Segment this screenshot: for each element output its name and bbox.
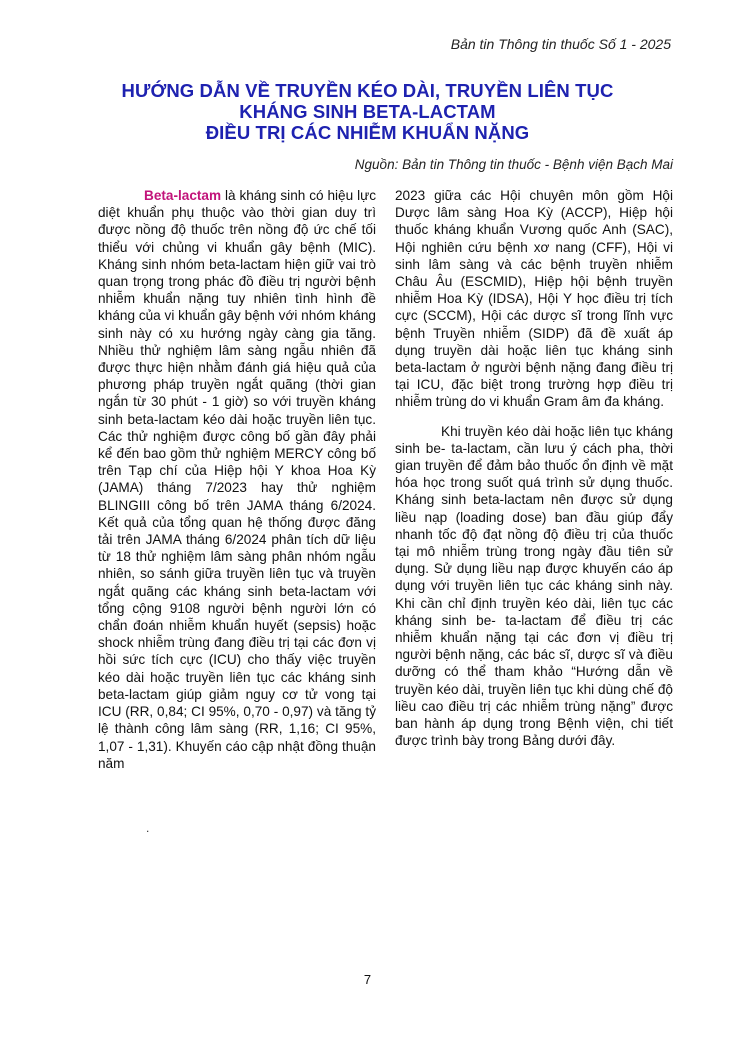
title-line-1: HƯỚNG DẪN VỀ TRUYỀN KÉO DÀI, TRUYỀN LIÊN TỤC (121, 80, 614, 101)
paragraph-2: Khi truyền kéo dài hoặc liên tục kháng sinh be- ta-lactam, cần lưu ý cách pha, thời gian truyền để đảm bảo thuốc ổn định về mặt hóa học trong suốt quá trình sử dụng thuốc. Kháng sinh beta-lactam nên được sử dụng liều nạp (loading dose) ban đầu giúp đẩy nhanh tốc độ đạt nồng độ điều trị của thuốc tại mô nhiễm trùng trong ngày đầu tiên sử dụng. Sử dụng liều nạp được khuyến cáo áp dụng với truyền liên tục các kháng sinh này. Khi cần chỉ định truyền kéo dài, liên tục các kháng sinh be- ta-lactam để điều trị các nhiễm khuẩn nặng tại các đơn vị điều trị người bệnh nặng, các bác sĩ, dược sĩ và điều dưỡng có thể tham khảo “Hướng dẫn về truyền kéo dài, truyền liên tục khi dùng chế độ liều cao điều trị các nhiễm trùng nặng” được ban hành áp dụng trong Bệnh viện, chi tiết được trình bày trong Bảng dưới đây. (395, 423, 673, 749)
article-title (60, 80, 675, 143)
paragraph-1-continued: 2023 giữa các Hội chuyên môn gồm Hội Dược lâm sàng Hoa Kỳ (ACCP), Hiệp hội thuốc kháng khuẩn Vương quốc Anh (SAC), Hội nghiên cứu bệnh xơ nang (CFF), Hội vi sinh lâm sàng và các bệnh truyền nhiễm Châu Âu (ESCMID), Hiệp hội bệnh truyền nhiễm Hoa Kỳ (IDSA), Hội Y học điều trị tích cực (SCCM), Hội các dược sĩ trong lĩnh vực bệnh Truyền nhiễm (SIDP) đã đề xuất áp dụng truyền dài hoặc liên tục kháng sinh beta-lactam ở người bệnh nặng đang điều trị tại ICU, đặc biệt trong trường hợp điều trị nhiễm trùng do vi khuẩn Gram âm đa kháng. (395, 188, 673, 410)
paragraph-1 (98, 187, 376, 772)
title-line-3: ĐIỀU TRỊ CÁC NHIỄM KHUẨN NẶNG (205, 122, 530, 143)
article-source: Nguồn: Bản tin Thông tin thuốc - Bệnh viện Bạch Mai (354, 157, 673, 172)
lead-term: Beta-lactam (144, 188, 222, 203)
stray-mark: . (146, 821, 150, 835)
title-line-2: KHÁNG SINH BETA-LACTAM (239, 101, 496, 122)
paragraph-1-body: là kháng sinh có hiệu lực diệt khuẩn phụ thuộc vào thời gian duy trì được nồng độ thuốc trên nồng độ ức chế tối thiểu với chủng vi khuẩn gây bệnh (MIC). Kháng sinh nhóm beta-lactam hiện giữ vai trò quan trọng trong phác đồ điều trị người bệnh nhiễm khuẩn nặng tuy nhiên tình hình đề kháng của vi khuẩn gây bệnh với nhóm kháng sinh này có xu hướng ngày càng gia tăng. Nhiều thử nghiệm lâm sàng ngẫu nhiên đã được thực hiện nhằm đánh giá hiệu quả của phương pháp truyền ngắt quãng (thời gian ngắn từ 30 phút - 1 giờ) so với truyền kháng sinh beta-lactam kéo dài hoặc truyền liên tục. Các thử nghiệm được công bố gần đây phải kể đến bao gồm thử nghiệm MERCY công bố trên Tạp chí của Hiệp hội Y khoa Hoa Kỳ (JAMA) tháng 7/2023 hay thử nghiệm BLINGIII công bố trên JAMA tháng 6/2024. Kết quả của tổng quan hệ thống được đăng tải trên JAMA tháng 6/2024 phân tích dữ liệu từ 18 thử nghiệm lâm sàng phân nhóm ngẫu nhiên, so sánh giữa truyền liên tục và truyền ngắt quãng các kháng sinh beta-lactam với tổng cộng 9108 người bệnh người lớn có chẩn đoán nhiễm khuẩn huyết (sepsis) hoặc shock nhiễm trùng đang điều trị tại các đơn vị hồi sức tích cực (ICU) cho thấy việc truyền kéo dài hoặc truyền liên tục các kháng sinh beta-lactam giúp giảm nguy cơ tử vong tại ICU (RR, 0,84; CI 95%, 0,70 - 0,97) và tăng tỷ lệ thành công lâm sàng (RR, 1,16; CI 95%, 1,07 - 1,31). Khuyến cáo cập nhật đồng thuận năm (98, 188, 376, 771)
running-header: Bản tin Thông tin thuốc Số 1 - 2025 (450, 36, 671, 52)
left-column (98, 187, 376, 772)
page-number: 7 (363, 972, 372, 987)
right-column (395, 187, 673, 750)
